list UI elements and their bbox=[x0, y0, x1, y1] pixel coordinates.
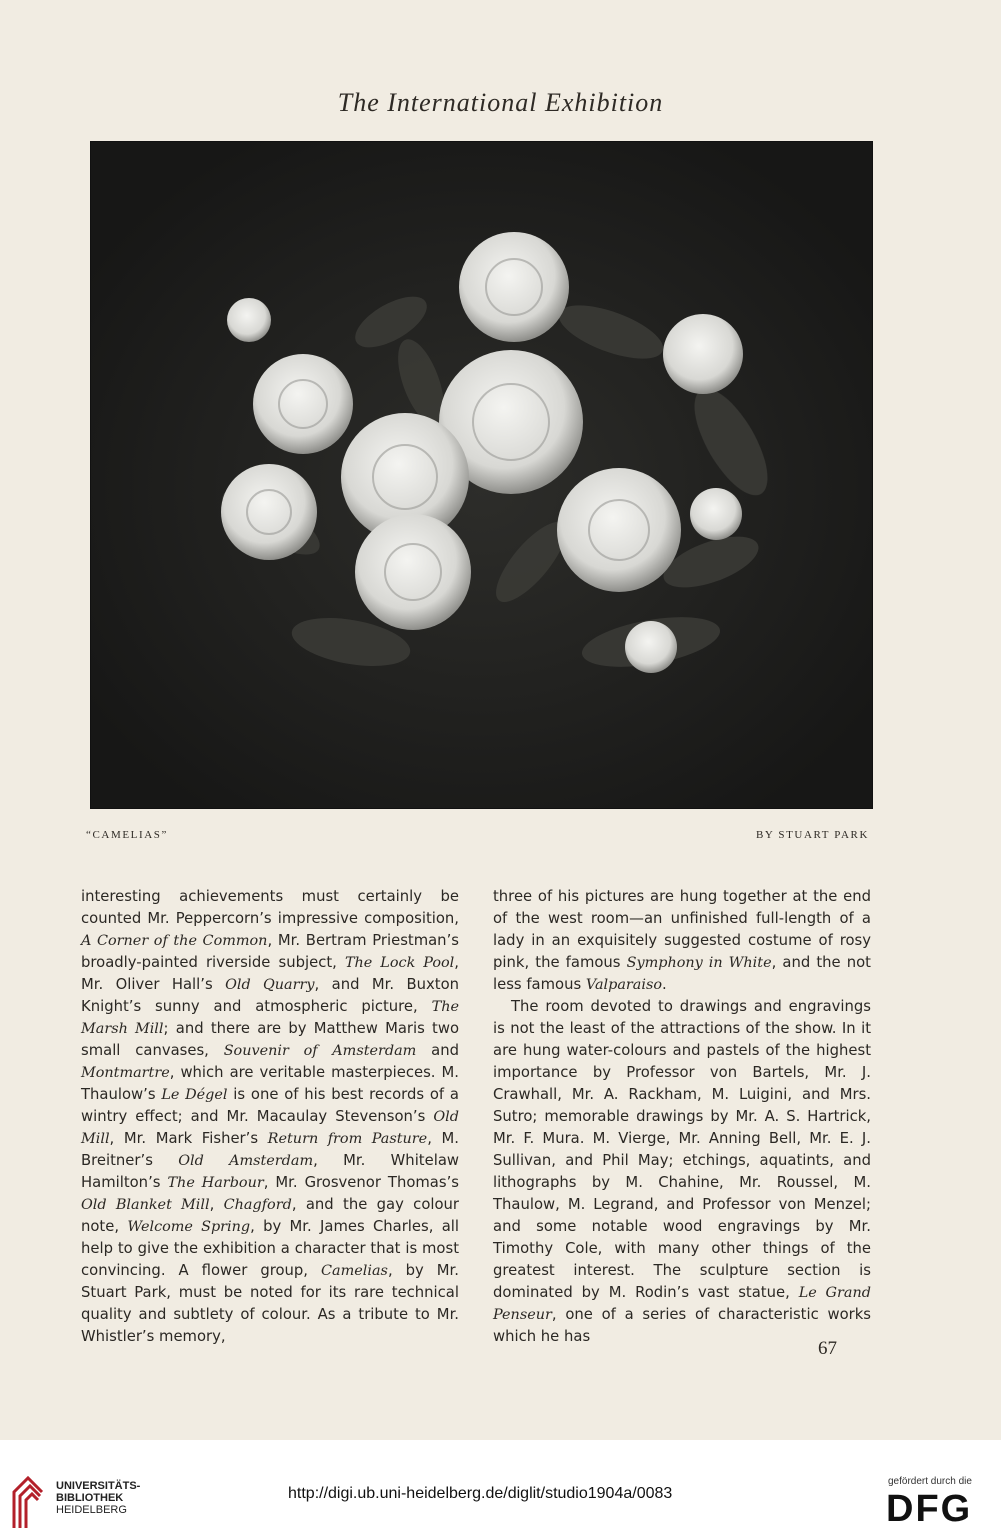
text-run: interesting achievements must certainly be counted Mr. Peppercorn’s impressive composition, bbox=[81, 888, 459, 927]
source-url-link[interactable]: http://digi.ub.uni-heidelberg.de/diglit/studio1904a/0083 bbox=[288, 1485, 673, 1502]
library-line-2: BIBLIOTHEK bbox=[56, 1492, 124, 1504]
funded-by-label: gefördert durch die bbox=[888, 1476, 972, 1487]
text-run: , one of a series of characteristic works which he has bbox=[493, 1306, 871, 1345]
italic-title: Camelias bbox=[321, 1263, 388, 1279]
text-run: , Mr. Grosvenor Thomas’s bbox=[263, 1174, 459, 1191]
italic-title: A Corner of the Common bbox=[81, 933, 268, 949]
italic-title: Symphony in White bbox=[626, 955, 772, 971]
paragraph bbox=[493, 886, 871, 996]
text-run: , by Mr. Stuart Park, must be noted for its rare technical quality and subtlety of colour. As a tribute to Mr. Whistler’s memory, bbox=[81, 1262, 459, 1345]
plate-caption-artist: BY STUART PARK bbox=[755, 829, 869, 841]
text-run: , Mr. Mark Fisher’s bbox=[109, 1130, 268, 1147]
camelias-illustration bbox=[91, 142, 872, 808]
text-run: , M. Breitner’s bbox=[81, 1130, 459, 1169]
text-run: , Mr. Whitelaw Hamilton’s bbox=[81, 1152, 459, 1191]
university-library-logo-icon bbox=[10, 1474, 48, 1530]
text-run: The room devoted to drawings and engravings is not the least of the attractions of the show. In it are hung water-colours and pastels of the highest importance by Professor von Bartels, Mr. J. Crawhall, Mr. A. Rackham, M. Luigini, and Mrs. Sutro; memorable drawings by Mr. A. S. Hartrick, Mr. F. Mura. M. Vierge, Mr. Anning Bell, Mr. E. J. Sullivan, and Phil May; etchings, aquatints, and lithographs by M. Chahine, Mr. Roussel, M. Thaulow, M. Legrand, and Professor von Menzel; and some notable wood engravings by Mr. Timothy Cole, with many other things of the greatest interest. The sculpture section is dominated by M. Rodin’s vast statue, bbox=[493, 998, 871, 1301]
text-run: , and Mr. Buxton Knight’s sunny and atmospheric picture, bbox=[81, 976, 459, 1015]
dfg-logo: DFG bbox=[886, 1488, 973, 1530]
italic-title: The Harbour bbox=[167, 1175, 264, 1191]
text-run: is one of his best records of a wintry effect; and Mr. Macaulay Stevenson’s bbox=[81, 1086, 459, 1125]
paragraph bbox=[493, 996, 871, 1348]
italic-title: Welcome Spring bbox=[127, 1219, 251, 1235]
text-run: , and the not less famous bbox=[493, 954, 871, 993]
right-column bbox=[493, 886, 871, 1348]
page-number: 67 bbox=[818, 1338, 837, 1359]
library-line-1: UNIVERSITÄTS- bbox=[56, 1480, 141, 1492]
text-run: and bbox=[416, 1042, 459, 1059]
plate-caption-title: “CAMELIAS” bbox=[86, 829, 168, 841]
footer bbox=[0, 1440, 1001, 1537]
text-run: , Mr. Bertram Priestman’s broadly-painted riverside subject, bbox=[81, 932, 459, 971]
text-run: , bbox=[209, 1196, 224, 1213]
italic-title: Return from Pasture bbox=[267, 1131, 428, 1147]
paragraph bbox=[81, 886, 459, 1348]
italic-title: Chagford bbox=[223, 1197, 292, 1213]
text-run: , by Mr. James Charles, all help to give the exhibition a character that is most convincing. A flower group, bbox=[81, 1218, 459, 1279]
italic-title: The Lock Pool bbox=[344, 955, 455, 971]
library-line-3: HEIDELBERG bbox=[56, 1504, 127, 1516]
italic-title: Old Quarry bbox=[225, 977, 315, 993]
library-name bbox=[56, 1480, 140, 1516]
running-head: The International Exhibition bbox=[337, 88, 664, 117]
italic-title: Old Blanket Mill bbox=[81, 1197, 210, 1213]
text-run: , Mr. Oliver Hall’s bbox=[81, 954, 459, 993]
italic-title: Old Mill bbox=[81, 1109, 459, 1147]
camelias-plate bbox=[90, 141, 873, 809]
text-run: three of his pictures are hung together at the end of the west room—an unfinished full-length of a lady in an exquisitely suggested costume of rosy pink, the famous bbox=[493, 888, 871, 971]
italic-title: The Marsh Mill bbox=[81, 999, 459, 1037]
italic-title: Old Amsterdam bbox=[178, 1153, 314, 1169]
italic-title: Le Grand Penseur bbox=[493, 1285, 871, 1323]
text-run: , which are veritable masterpieces. M. Thaulow’s bbox=[81, 1064, 459, 1103]
text-run: , and the gay colour note, bbox=[81, 1196, 459, 1235]
italic-title: Valparaiso bbox=[585, 977, 663, 993]
text-run: ; and there are by Matthew Maris two small canvases, bbox=[81, 1020, 460, 1059]
italic-title: Montmartre bbox=[81, 1065, 170, 1081]
left-column bbox=[81, 886, 459, 1348]
text-run: . bbox=[662, 976, 667, 993]
italic-title: Souvenir of Amsterdam bbox=[223, 1043, 417, 1059]
italic-title: Le Dégel bbox=[161, 1087, 228, 1103]
